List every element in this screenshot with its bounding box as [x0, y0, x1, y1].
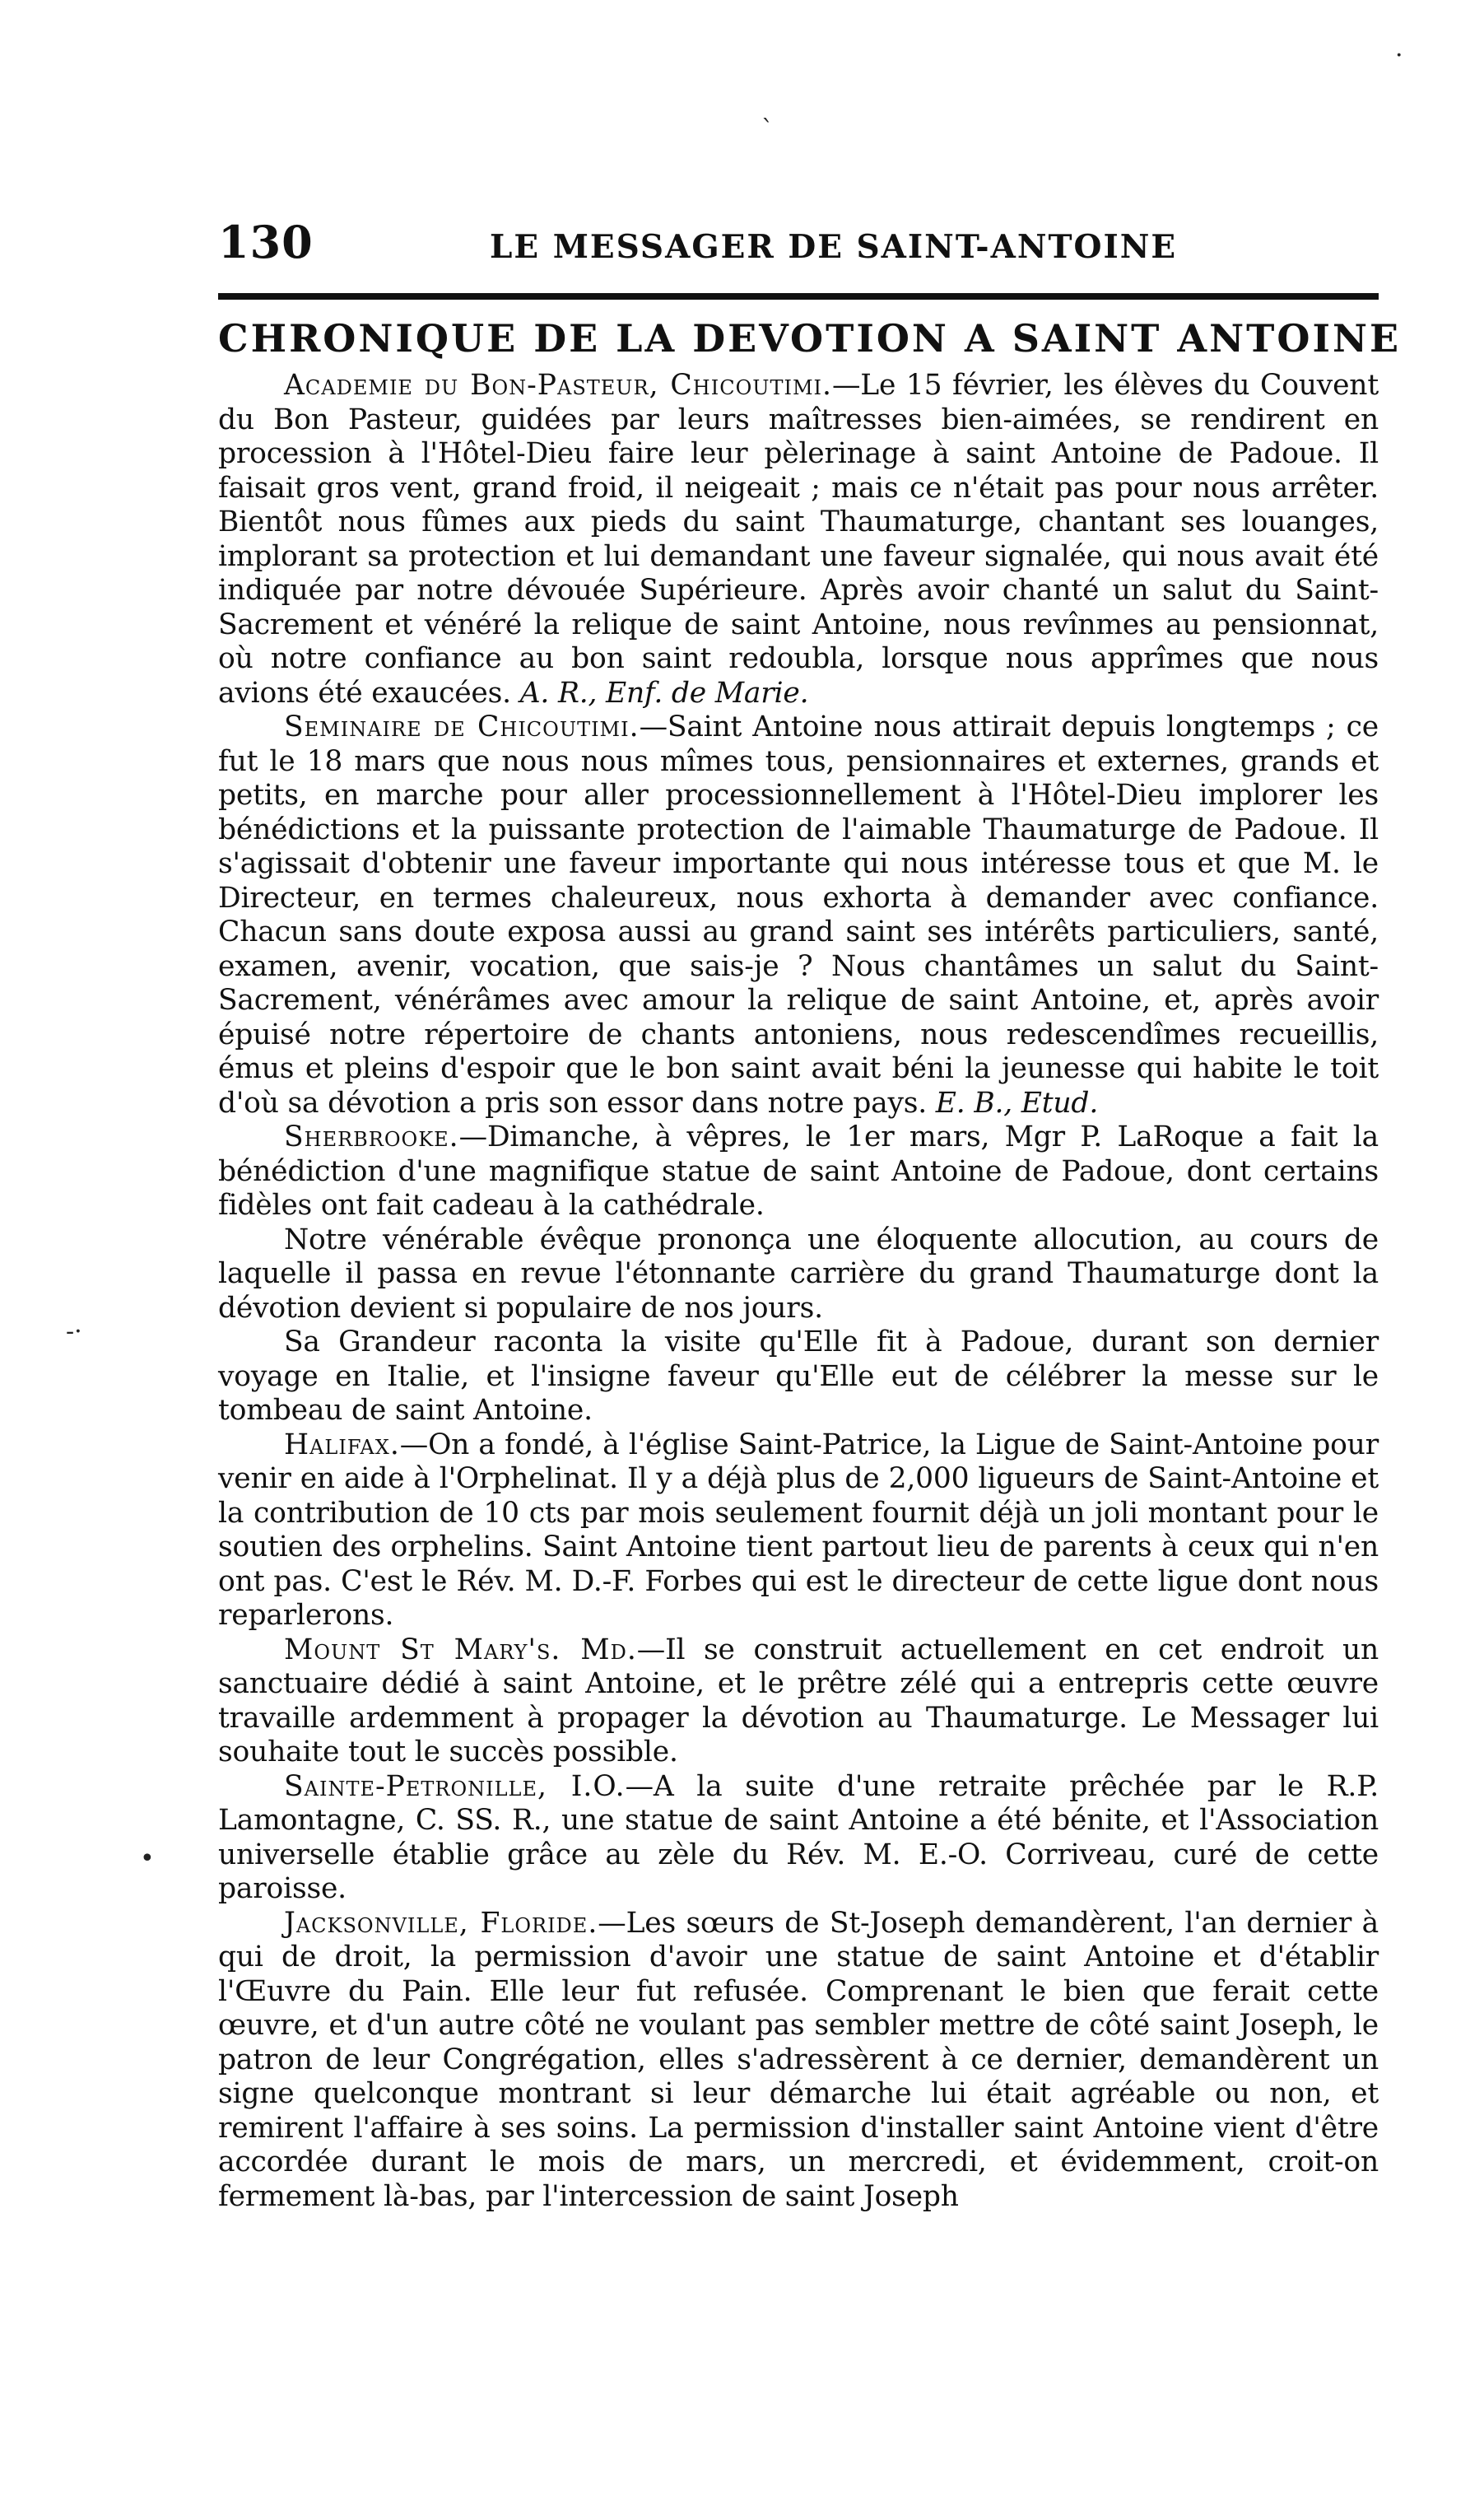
chronicle-entry: [218, 1907, 1379, 2215]
chronicle-entry: [218, 1428, 1379, 1633]
page: [218, 216, 1402, 2214]
entry-heading: Jacksonville, Floride.: [284, 1906, 598, 1940]
entry-text: —A la suite d'une retraite prêchée par le R.P. Lamontagne, C. SS. R., une statue de saint Antoine a été bénite, et l'Association universelle établie grâce au zèle du Rév. M. E.-O. Corriveau, curé de cette paroisse.: [218, 1769, 1379, 1905]
journal-title: LE MESSAGER DE SAINT-ANTOINE: [490, 228, 1178, 266]
chronicle-entry: [218, 1121, 1379, 1223]
entry-text: —On a fondé, à l'église Saint-Patrice, la Ligue de Saint-Antoine pour venir en aide à l'Orphelinat. Il y a déjà plus de 2,000 ligueurs de Saint-Antoine et la contribution de 10 cts par mois seulement fournit déjà un joli montant pour le soutien des orphelins. Saint Antoine tient partout lieu de parents à ceux qui n'en ont pas. C'est le Rév. M. D.-F. Forbes qui est le directeur de cette ligue dont nous reparlerons.: [218, 1428, 1379, 1632]
entry-heading: Academie du Bon-Pasteur, Chicoutimi.: [284, 369, 832, 402]
entry-signature: E. B., Etud.: [935, 1086, 1099, 1120]
entry-heading: Sainte-Petronille, I.O.: [284, 1769, 626, 1803]
entry-text: —Il se construit actuellement en cet endroit un sanctuaire dédié à saint Antoine, et le prêtre zélé qui a entrepris cette œuvre travaille ardemment à propager la dévotion au Thaumaturge. Le Messager lui souhaite tout le succès possible.: [218, 1633, 1379, 1768]
entry-text: —Dimanche, à vêpres, le 1er mars, Mgr P. LaRoque a fait la bénédiction d'une magnifique statue de saint Antoine de Padoue, dont certains fidèles ont fait cadeau à la cathédrale.: [218, 1121, 1379, 1222]
entry-text: —Les sœurs de St-Joseph demandèrent, l'an dernier à qui de droit, la permission d'avoir une statue de saint Antoine et d'établir l'Œuvre du Pain. Elle leur fut refusée. Comprenant le bien que ferait cette œuvre, et d'un autre côté ne voulant pas sembler mettre de côté saint Joseph, le patron de leur Congrégation, elles s'adressèrent à ce dernier, demandèrent un signe quelconque montrant si leur démarche lui était agréable ou non, et remirent l'affaire à ses soins. La permission d'installer saint Antoine vient d'être accordée durant le mois de mars, un mercredi, et évidemment, croit-on fermement là-bas, par l'intercession de saint Joseph: [218, 1906, 1379, 2213]
entry-text: —Saint Antoine nous attirait depuis longtemps ; ce fut le 18 mars que nous nous mîmes tous, pensionnaires et externes, grands et petits, en marche pour aller processionnellement à l'Hôtel-Dieu implorer les bénédictions et la puissante protection de l'aimable Thaumaturge de Padoue. Il s'agissait d'obtenir une faveur importante qui nous intéresse tous et que M. le Directeur, en termes chaleureux, nous exhorta à demander avec confiance. Chacun sans doute exposa aussi au grand saint ses intérêts particuliers, santé, examen, avenir, vocation, que sais-je ? Nous chantâmes un salut du Saint-Sacrement, vénérâmes avec amour la relique de saint Antoine, et, après avoir épuisé notre répertoire de chants antoniens, nous redescendîmes recueillis, émus et pleins d'espoir que le bon saint avait béni la jeunesse qui habite le toit d'où sa dévotion a pris son essor dans notre pays.: [218, 711, 1379, 1120]
chronicle-title: CHRONIQUE DE LA DEVOTION A SAINT ANTOINE: [218, 316, 1402, 361]
chronicle-entry: [218, 369, 1379, 711]
entry-text: Sa Grandeur raconta la visite qu'Elle fit à Padoue, durant son dernier voyage en Italie, et l'insigne faveur qu'Elle eut de célébrer la messe sur le tombeau de saint Antoine.: [218, 1326, 1379, 1427]
margin-speck: -·: [66, 1317, 82, 1346]
chronicle-entry: [218, 1770, 1379, 1907]
entry-heading: Seminaire de Chicoutimi.: [284, 711, 640, 743]
chronicle-entry: [218, 1633, 1379, 1770]
running-head: [218, 216, 1379, 268]
header-rule: [218, 293, 1379, 300]
chronicle-paragraph: [218, 1223, 1379, 1326]
page-number: 130: [218, 216, 314, 268]
margin-speck: •: [140, 1844, 155, 1873]
entry-heading: Sherbrooke.: [284, 1121, 459, 1153]
entry-text: Notre vénérable évêque prononça une éloquente allocution, au cours de laquelle il passa en revue l'étonnante carrière du grand Thaumaturge dont la dévotion devient si populaire de nos jours.: [218, 1223, 1379, 1325]
entry-heading: Mount St Mary's. Md.: [284, 1633, 637, 1666]
chronicle-entry: [218, 711, 1379, 1121]
entry-text: —Le 15 février, les élèves du Couvent du Bon Pasteur, guidées par leurs maîtresses bien-aimées, se rendirent en procession à l'Hôtel-Dieu faire leur pèlerinage à saint Antoine de Padoue. Il faisait gros vent, grand froid, il neigeait ; mais ce n'était pas pour nous arrêter. Bientôt nous fûmes aux pieds du saint Thaumaturge, chantant ses louanges, implorant sa protection et lui demandant une faveur signalée, qui nous avait été indiquée par notre dévouée Supérieure. Après avoir chanté un salut du Saint-Sacrement et vénéré la relique de saint Antoine, nous revînmes au pensionnat, où notre confiance au bon saint redoubla, lorsque nous apprîmes que nous avions été exaucées.: [218, 369, 1379, 710]
margin-speck: `: [761, 115, 774, 144]
margin-speck: ·: [1395, 41, 1403, 70]
entry-signature: A. R., Enf. de Marie.: [519, 676, 809, 710]
chronicle-paragraph: [218, 1326, 1379, 1428]
entry-heading: Halifax.: [284, 1428, 400, 1461]
